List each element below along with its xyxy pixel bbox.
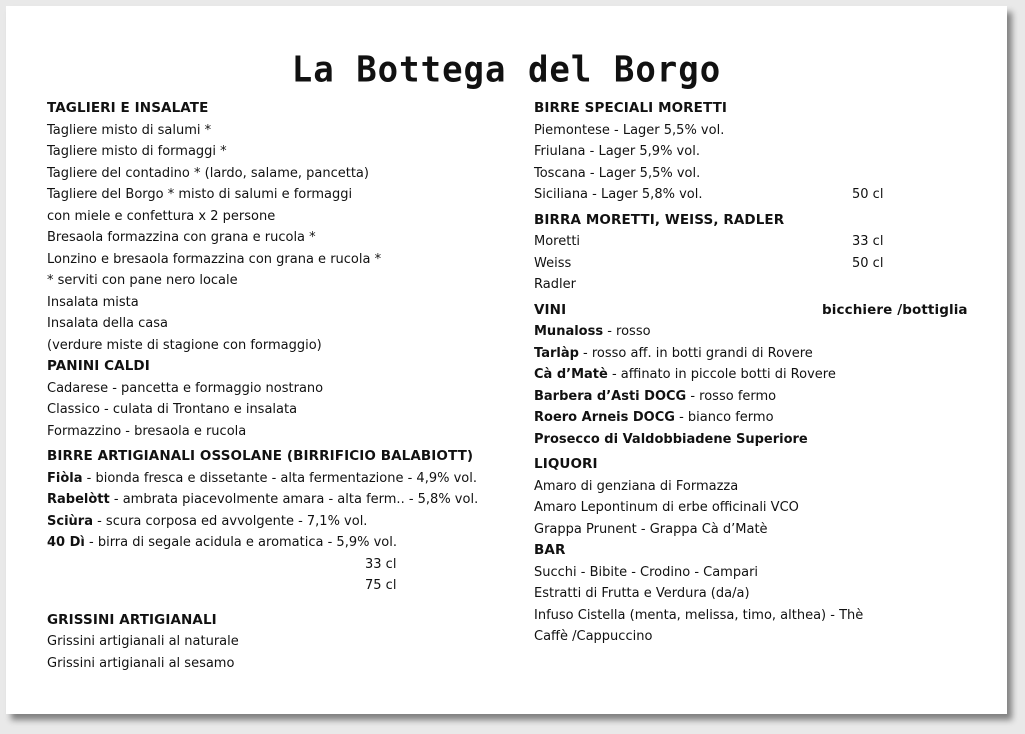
wine-name: Prosecco di Valdobbiadene Superiore bbox=[534, 431, 808, 447]
menu-item: Grissini artigianali al sesamo bbox=[47, 655, 235, 671]
menu-item: Toscana - Lager 5,5% vol. bbox=[534, 165, 701, 181]
menu-item bbox=[534, 184, 974, 206]
menu-item: Grissini artigianali al naturale bbox=[47, 634, 239, 649]
wine-item bbox=[534, 321, 974, 343]
beer-item bbox=[47, 532, 487, 554]
beer-desc: - ambrata piacevolmente amara - alta ferm.. - 5,8% vol. bbox=[109, 492, 479, 507]
item-name: Siciliana - Lager 5,8% vol. bbox=[534, 187, 703, 202]
menu-item: Amaro Lepontinum di erbe officinali VCO bbox=[534, 500, 799, 515]
wine-name: Roero Arneis DOCG bbox=[534, 410, 675, 425]
menu-item bbox=[534, 274, 974, 296]
page-title: La Bottega del Borgo bbox=[291, 49, 722, 91]
wine-name: Munaloss bbox=[534, 324, 604, 339]
size-label: 33 cl bbox=[852, 234, 884, 249]
wine-name: Cà d’Matè bbox=[534, 367, 608, 382]
menu-item: Grappa Prunent - Grappa Cà d’Matè bbox=[534, 521, 768, 537]
wine-desc: - rosso aff. in botti grandi di Rovere bbox=[578, 345, 813, 361]
menu-item: Formazzino - bresaola e rucola bbox=[47, 423, 247, 439]
wine-item bbox=[534, 407, 974, 429]
wine-item bbox=[534, 429, 974, 451]
wine-name: Barbera d’Asti DOCG bbox=[534, 388, 687, 404]
menu-item: Insalata mista bbox=[47, 294, 139, 310]
beer-item bbox=[47, 511, 487, 533]
wine-desc: - rosso bbox=[603, 324, 651, 339]
wine-desc: - bianco fermo bbox=[674, 410, 774, 425]
section-title-birra-moretti-weiss: BIRRA MORETTI, WEISS, RADLER bbox=[534, 211, 785, 228]
section-title-birre-moretti: BIRRE SPECIALI MORETTI bbox=[534, 100, 728, 116]
section-title-grissini: GRISSINI ARTIGIANALI bbox=[47, 611, 217, 628]
menu-item: Caffè /Cappuccino bbox=[534, 629, 653, 644]
item-name: Moretti bbox=[534, 234, 581, 249]
menu-item: Friulana - Lager 5,9% vol. bbox=[534, 144, 700, 159]
wine-item bbox=[534, 386, 974, 408]
menu-item: con miele e confettura x 2 persone bbox=[47, 208, 276, 224]
section-title-liquori: LIQUORI bbox=[534, 456, 598, 472]
menu-item: Tagliere del contadino * (lardo, salame, pancetta) bbox=[47, 165, 369, 181]
beer-item bbox=[47, 468, 487, 490]
right-column bbox=[534, 98, 974, 648]
item-name: Weiss bbox=[534, 255, 572, 271]
section-title-taglieri: TAGLIERI E INSALATE bbox=[47, 100, 209, 116]
vini-title: VINI bbox=[534, 301, 567, 318]
beer-desc: - bionda fresca e dissetante - alta fermentazione - 4,9% vol. bbox=[82, 470, 477, 486]
wine-item bbox=[534, 343, 974, 365]
size-label: 33 cl bbox=[365, 556, 397, 572]
menu-item: Bresaola formazzina con grana e rucola * bbox=[47, 230, 316, 245]
menu-item: Infuso Cistella (menta, melissa, timo, althea) - Thè bbox=[534, 607, 864, 623]
beer-name: Sciùra bbox=[47, 513, 93, 529]
beer-name: 40 Dì bbox=[47, 535, 85, 550]
section-title-vini bbox=[534, 300, 974, 322]
menu-item: Cadarese - pancetta e formaggio nostrano bbox=[47, 380, 324, 396]
menu-item bbox=[534, 231, 974, 253]
menu-item: Classico - culata di Trontano e insalata bbox=[47, 402, 298, 417]
menu-note: * serviti con pane nero locale bbox=[47, 273, 238, 288]
menu-item: Tagliere del Borgo * misto di salumi e formaggi bbox=[47, 187, 353, 202]
menu-item: Lonzino e bresaola formazzina con grana e rucola * bbox=[47, 251, 382, 267]
menu-item: Succhi - Bibite - Crodino - Campari bbox=[534, 564, 759, 580]
left-column bbox=[47, 98, 487, 674]
beer-desc: - scura corposa ed avvolgente - 7,1% vol. bbox=[92, 513, 368, 529]
beer-name: Rabelòtt bbox=[47, 492, 110, 507]
menu-item bbox=[534, 253, 974, 275]
wine-desc: - affinato in piccole botti di Rovere bbox=[607, 367, 836, 382]
size-label: 75 cl bbox=[365, 578, 397, 593]
section-title-panini: PANINI CALDI bbox=[47, 358, 150, 374]
item-name: Radler bbox=[534, 277, 576, 292]
beer-item bbox=[47, 489, 487, 511]
section-title-birre-artigianali: BIRRE ARTIGIANALI OSSOLANE (BIRRIFICIO BALABIOTT) bbox=[47, 448, 474, 464]
menu-item: Estratti di Frutta e Verdura (da/a) bbox=[534, 586, 750, 601]
beer-name: Fiòla bbox=[47, 470, 83, 486]
wine-name: Tarlàp bbox=[534, 345, 579, 361]
price-header: bicchiere /bottiglia bbox=[822, 301, 968, 318]
menu-item: (verdure miste di stagione con formaggio) bbox=[47, 337, 322, 353]
size-label: 50 cl bbox=[852, 187, 884, 202]
section-title-bar: BAR bbox=[534, 542, 566, 558]
wine-desc: - rosso fermo bbox=[686, 388, 777, 404]
wine-item bbox=[534, 364, 974, 386]
menu-item: Tagliere misto di salumi * bbox=[47, 122, 212, 138]
menu-item: Piemontese - Lager 5,5% vol. bbox=[534, 122, 725, 138]
menu-page bbox=[6, 6, 1007, 714]
menu-item: Insalata della casa bbox=[47, 316, 169, 331]
size-label: 50 cl bbox=[852, 255, 884, 271]
beer-desc: - birra di segale acidula e aromatica - 5,9% vol. bbox=[84, 535, 397, 550]
menu-item: Amaro di genziana di Formazza bbox=[534, 478, 739, 494]
menu-item: Tagliere misto di formaggi * bbox=[47, 144, 227, 159]
